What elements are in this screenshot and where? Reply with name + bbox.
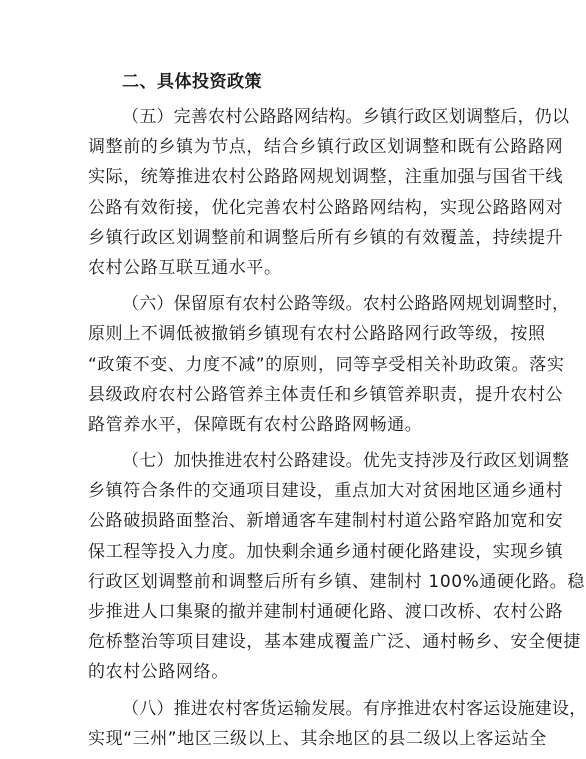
paragraph-line: 的农村公路网络。	[88, 662, 229, 683]
paragraph-8	[88, 694, 586, 754]
paragraph-line: 乡镇行政区划调整前和调整后所有乡镇的有效覆盖，持续提升	[88, 227, 564, 248]
paragraph-line: 原则上不调低被撤销乡镇现有农村公路路网行政等级，按照	[88, 324, 546, 345]
paragraph-line: 实现“三州”地区三级以上、其余地区的县二级以上客运站全	[88, 728, 547, 749]
paragraph-line: 农村公路互联互通水平。	[88, 257, 282, 278]
paragraph-line: 乡镇符合条件的交通项目建设，重点加大对贫困地区通乡通村	[88, 481, 564, 502]
paragraph-line: 公路破损路面整治、新增通客车建制村村道公路窄路加宽和安	[88, 511, 564, 532]
paragraph-line: 县级政府农村公路管养主体责任和乡镇管养职责，提升农村公	[88, 384, 564, 405]
paragraph-line: “政策不变、力度不减”的原则，同等享受相关补助政策。落实	[88, 354, 565, 375]
paragraph-line: （七）加快推进农村公路建设。优先支持涉及行政区划调整	[122, 451, 570, 472]
paragraph-line: （八）推进农村客货运输发展。有序推进农村客运设施建设，	[122, 698, 586, 719]
paragraph-line: 步推进人口集聚的撤并建制村通硬化路、渡口改桥、农村公路	[88, 602, 564, 622]
paragraph-line: 公路有效衔接，优化完善农村公路路网结构，实现公路路网对	[88, 197, 564, 218]
paragraph-line: 实际，统筹推进农村公路路网规划调整，注重加强与国省干线	[88, 167, 564, 188]
section-heading: 二、具体投资政策	[122, 72, 262, 92]
paragraph-line: 调整前的乡镇为节点，结合乡镇行政区划调整和既有公路路网	[88, 137, 564, 158]
paragraph-line: 路管养水平，保障既有农村公路路网畅通。	[88, 414, 423, 435]
paragraph-line: （六）保留原有农村公路等级。农村公路路网规划调整时，	[122, 294, 570, 315]
paragraph-line: 行政区划调整前和调整后所有乡镇、建制村 100%通硬化路。稳	[88, 571, 586, 592]
paragraph-line: （五）完善农村公路路网结构。乡镇行政区划调整后，仍以	[122, 107, 570, 127]
paragraph-line: 保工程等投入力度。加快剩余通乡通村硬化路建设，实现乡镇	[88, 541, 564, 562]
paragraph-7	[88, 446, 586, 688]
paragraph-line: 危桥整治等项目建设，基本建成覆盖广泛、通村畅乡、安全便捷	[88, 632, 581, 653]
paragraph-6	[88, 289, 570, 440]
paragraph-5	[88, 102, 570, 283]
